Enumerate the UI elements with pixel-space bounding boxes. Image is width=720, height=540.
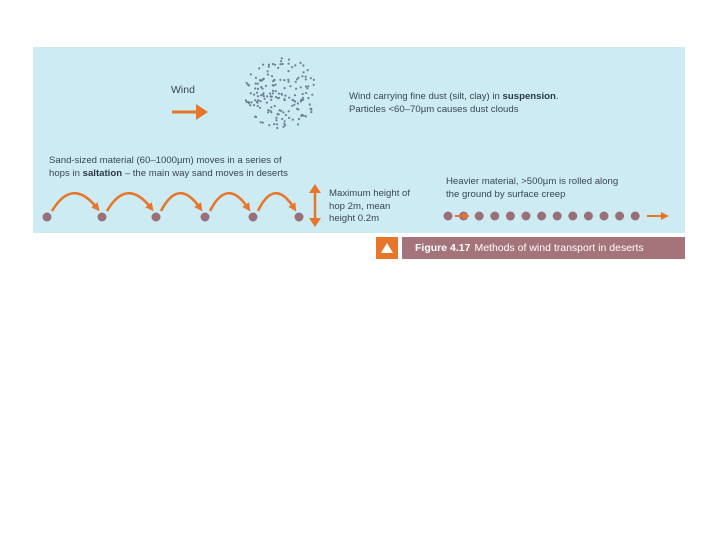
dust-particle: [273, 79, 275, 81]
dust-particle: [280, 60, 282, 62]
suspension-line-1: [349, 91, 559, 104]
dust-particle: [264, 98, 266, 100]
dust-particle: [313, 84, 315, 86]
dust-particle: [305, 78, 307, 80]
dust-particle: [272, 90, 274, 92]
dust-particle: [267, 70, 269, 72]
dust-particle: [249, 104, 251, 106]
dust-particle: [284, 95, 286, 97]
hop-arrow: [210, 193, 248, 211]
dust-particle: [282, 63, 284, 65]
dust-particle: [284, 87, 286, 89]
creep-particle: [584, 212, 593, 221]
saltation-description: [49, 155, 288, 180]
dust-particle: [277, 67, 279, 69]
dust-particle: [266, 95, 268, 97]
suspension-description: [349, 91, 559, 116]
dust-particle: [279, 63, 281, 65]
dust-particle: [294, 94, 296, 96]
dust-particle: [307, 85, 309, 87]
dust-particle: [276, 127, 278, 129]
dust-particle: [292, 119, 294, 121]
dust-particle: [255, 83, 257, 85]
dust-particle: [254, 87, 256, 89]
dust-particle: [306, 87, 308, 89]
dust-particle: [305, 92, 307, 94]
dust-particle: [283, 98, 285, 100]
dust-particle: [302, 64, 304, 66]
hop-line-2: hop 2m, mean: [329, 200, 391, 212]
dust-particle: [260, 94, 262, 96]
dust-particle: [291, 66, 293, 68]
dust-particle: [275, 96, 277, 98]
dust-particle: [253, 104, 255, 106]
dust-particle: [278, 93, 280, 95]
dust-particle: [281, 118, 283, 120]
dust-particle: [294, 100, 296, 102]
creep-particle: [615, 212, 624, 221]
dust-particle: [275, 117, 277, 119]
dust-particle: [257, 95, 259, 97]
dust-particle: [248, 102, 250, 104]
hop-height-arrow-icon: [309, 184, 321, 227]
dust-particle: [268, 124, 270, 126]
saltation-particle: [201, 213, 210, 222]
dust-particle: [274, 84, 276, 86]
dust-particle: [288, 97, 290, 99]
dust-particle: [271, 75, 273, 77]
dust-particle: [274, 105, 276, 107]
suspension-line-2: Particles <60–70µm causes dust clouds: [349, 103, 519, 115]
creep-particle: [600, 212, 609, 221]
dust-particle: [295, 81, 297, 83]
dust-particle: [268, 64, 270, 66]
dust-particle: [259, 100, 261, 102]
dust-particle: [245, 99, 247, 101]
dust-particle: [299, 62, 301, 64]
dust-particle: [266, 102, 268, 104]
dust-particle: [262, 122, 264, 124]
hop-arrow: [107, 193, 151, 211]
creep-particle: [631, 212, 640, 221]
figure-panel: [33, 47, 685, 233]
saltation-term: saltation: [82, 167, 123, 179]
creep-line-1: Heavier material, >500µm is rolled along: [446, 176, 619, 187]
dust-particle: [277, 97, 279, 99]
dust-particle: [288, 110, 290, 112]
dust-particle: [305, 76, 307, 78]
dust-particle: [287, 79, 289, 81]
dust-particle: [263, 78, 265, 80]
caption-triangle-icon: [376, 237, 398, 259]
dust-particle: [291, 105, 293, 107]
dust-particle: [310, 111, 312, 113]
dust-particle: [275, 119, 277, 121]
dust-particle: [279, 79, 281, 81]
dust-particle: [288, 117, 290, 119]
dust-particle: [272, 92, 274, 94]
saltation-particle: [98, 213, 107, 222]
creep-particle: [553, 212, 562, 221]
dust-particle: [246, 82, 248, 84]
dust-particle: [262, 64, 264, 66]
dust-particle: [267, 109, 269, 111]
dust-cloud: [245, 57, 315, 129]
creep-line-2: the ground by surface creep: [446, 188, 566, 200]
hop-arrow: [52, 193, 97, 211]
suspension-term: suspension: [502, 91, 556, 102]
dust-particle: [262, 94, 264, 96]
dust-particle: [253, 94, 255, 96]
dust-particle: [275, 90, 277, 92]
dust-particle: [259, 79, 261, 81]
creep-particle: [506, 212, 515, 221]
dust-particle: [287, 70, 289, 72]
dust-particle: [300, 99, 302, 101]
creep-arrow-icon: [647, 212, 669, 220]
dust-particle: [300, 86, 302, 88]
wind-arrow-icon: [172, 104, 208, 120]
dust-particle: [272, 63, 274, 65]
dust-particle: [273, 123, 275, 125]
dust-particle: [305, 115, 307, 117]
dust-particle: [311, 94, 313, 96]
dust-particle: [269, 93, 271, 95]
dust-particle: [307, 69, 309, 71]
creep-particle: [537, 212, 546, 221]
caption-text: Methods of wind transport in deserts: [474, 242, 644, 254]
dust-particle: [296, 108, 298, 110]
saltation-particle: [152, 213, 161, 222]
suspension-line-1-text: Wind carrying fine dust (silt, clay) in: [349, 91, 503, 102]
dust-particle: [307, 97, 309, 99]
creep-particle: [568, 212, 577, 221]
creep-description: [446, 176, 618, 201]
wind-label: Wind: [171, 84, 195, 96]
dust-particle: [284, 120, 286, 122]
dust-particle: [283, 79, 285, 81]
caption-bar: [402, 237, 685, 259]
hop-arrow: [161, 193, 200, 211]
dust-particle: [313, 79, 315, 81]
hop-height-description: [329, 188, 410, 226]
saltation-line-2-text: hops in: [49, 167, 83, 179]
creep-particle: [522, 212, 531, 221]
saltation-line-2: [49, 168, 288, 181]
dust-particle: [270, 99, 272, 101]
dust-particle: [265, 85, 267, 87]
dust-particle: [303, 71, 305, 73]
hop-arrow: [258, 193, 294, 211]
dust-particle: [280, 110, 282, 112]
dust-particle: [301, 75, 303, 77]
dust-particle: [261, 88, 263, 90]
dust-particle: [293, 104, 295, 106]
saltation-hops: [43, 193, 304, 221]
dust-particle: [282, 111, 284, 113]
suspension-line-1-end: .: [555, 91, 559, 102]
dust-particle: [255, 116, 257, 118]
dust-particle: [298, 118, 300, 120]
dust-particle: [302, 93, 304, 95]
dust-particle: [296, 78, 298, 80]
dust-particle: [276, 123, 278, 125]
dust-particle: [254, 99, 256, 101]
dust-particle: [297, 102, 299, 104]
dust-particle: [310, 108, 312, 110]
dust-particle: [310, 77, 312, 79]
figure-number: Figure 4.17: [415, 242, 471, 254]
dust-particle: [257, 83, 259, 85]
dust-particle: [302, 97, 304, 99]
dust-particle: [267, 111, 269, 113]
creep-particle: [475, 212, 484, 221]
dust-particle: [270, 106, 272, 108]
dust-particle: [256, 102, 258, 104]
saltation-line-2-end: – the main way sand moves in deserts: [122, 167, 288, 179]
dust-particle: [305, 85, 307, 87]
dust-particle: [267, 74, 269, 76]
dust-particle: [285, 114, 287, 116]
dust-particle: [250, 92, 252, 94]
dust-particle: [292, 99, 294, 101]
dust-particle: [259, 107, 261, 109]
dust-particle: [269, 110, 271, 112]
figure-caption: [376, 237, 685, 259]
dust-particle: [255, 77, 257, 79]
dust-particle: [270, 96, 272, 98]
saltation-line-1: Sand-sized material (60–1000µm) moves in a series of: [49, 155, 282, 166]
saltation-particle: [249, 213, 258, 222]
dust-particle: [281, 94, 283, 96]
dust-particle: [295, 88, 297, 90]
dust-particle: [257, 99, 259, 101]
dust-particle: [309, 103, 311, 105]
dust-particle: [288, 63, 290, 65]
dust-particle: [258, 67, 260, 69]
dust-particle: [274, 64, 276, 66]
dust-particle: [283, 123, 285, 125]
dust-particle: [268, 66, 270, 68]
creep-particle: [490, 212, 499, 221]
saltation-particle: [43, 213, 52, 222]
creep-particle: [444, 212, 453, 221]
dust-particle: [257, 105, 259, 107]
dust-particle: [250, 73, 252, 75]
surface-creep-particles: [444, 212, 640, 221]
dust-particle: [289, 85, 291, 87]
dust-particle: [281, 57, 283, 59]
dust-particle: [256, 92, 258, 94]
hop-line-1: Maximum height of: [329, 188, 411, 199]
dust-particle: [288, 58, 290, 60]
dust-particle: [276, 113, 278, 115]
dust-particle: [272, 84, 274, 86]
dust-particle: [294, 64, 296, 66]
dust-particle: [257, 88, 259, 90]
dust-particle: [250, 101, 252, 103]
hop-line-3: height 0.2m: [329, 213, 380, 224]
dust-particle: [260, 121, 262, 123]
saltation-particle: [295, 213, 304, 222]
dust-particle: [297, 123, 299, 125]
dust-particle: [288, 81, 290, 83]
dust-particle: [300, 114, 302, 116]
